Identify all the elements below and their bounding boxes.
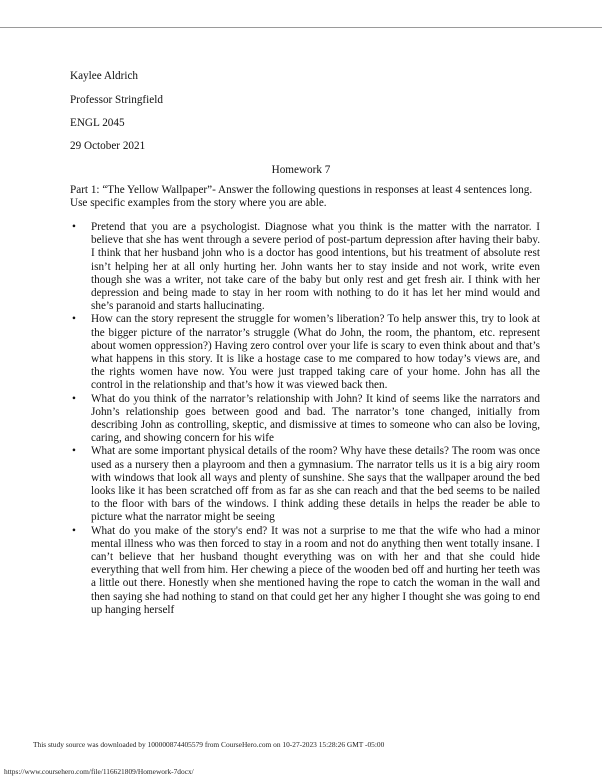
question-text: What do you think of the narrator’s relationship with John? It kind of seems like the narrators and John’s relationship goes between good and bad. The narrator’s tone changed, initially from describing John as controlling, skeptic, and dismissive at times to someone who can also be loving, caring, and showing concern for his wife	[91, 392, 540, 445]
download-notice: This study source was downloaded by 100000874405579 from CourseHero.com on 10-27-2023 15:28:26 GMT -05:00	[33, 740, 385, 749]
source-url[interactable]: https://www.coursehero.com/file/116621809/Homework-7docx/	[4, 767, 194, 776]
intro-paragraph: Part 1: “The Yellow Wallpaper”- Answer the following questions in responses at least 4 sentences long. Use specific examples from the story where you are able.	[70, 184, 533, 210]
bullet-icon: •	[72, 313, 76, 326]
question-item	[70, 313, 540, 392]
question-text: How can the story represent the struggle for women’s liberation? To help answer this, try to look at the bigger picture of the narrator’s struggle (What do John, the room, the phantom, etc. represent about women oppression?) Having zero control over your life is scary to even think about and that’s what happens in this story. It is like a hostage case to me compared to how today’s views are, and the rights women have now. You were just trapped taking care of your home. John has all the control in the relationship and that’s how it was viewed back then.	[91, 313, 540, 392]
professor-name: Professor Stringfield	[70, 94, 163, 106]
question-item	[70, 221, 540, 313]
question-item	[70, 393, 540, 446]
question-item	[70, 525, 540, 617]
bullet-icon: •	[72, 221, 76, 233]
top-divider	[0, 27, 602, 28]
bullet-icon: •	[72, 445, 76, 458]
question-list	[70, 221, 540, 617]
question-text: Pretend that you are a psychologist. Diagnose what you think is the matter with the narrator. I believe that she has went through a severe period of post-partum depression after having their baby. I think that her husband john who is a doctor has good intentions, but his treatment of absolute rest isn’t helping her at all only hurting her. John wants her to stay inside and not work, write even though she was a writer, not take care of the baby but only rest and get fresh air. I think with her depression and being made to stay in her room with nothing to do it has let her mind would and she’s paranoid and starts hallucinating.	[91, 221, 540, 313]
bullet-icon: •	[72, 524, 76, 537]
question-item	[70, 445, 540, 524]
question-text: What do you make of the story's end? It was not a surprise to me that the wife who had a minor mental illness who was then forced to stay in a room and not do anything then went totally insane. I can’t believe that her husband thought everything was on with her and that she could hide everything that well from him. Her chewing a piece of the wooden bed off and hurting her teeth was a little out there. Honestly when she mentioned having the rope to catch the woman in the wall and then saying she had nothing to stand on that could get her any higher I thought she was going to end up hanging herself	[91, 524, 540, 616]
student-name: Kaylee Aldrich	[70, 70, 139, 82]
question-text: What are some important physical details of the room? Why have these details? The room was once used as a nursery then a playroom and then a gymnasium. The narrator tells us it is a big airy room with windows that look all ways and plenty of sunshine. She says that the wallpaper around the bed looks like it has been scratched off from as far as she can reach and that the bed seems to be nailed to the floor with bars of the windows. I think adding these details in helps the reader be able to picture what the narrator might be seeing	[91, 445, 540, 524]
date: 29 October 2021	[70, 140, 146, 152]
bullet-icon: •	[72, 392, 76, 405]
course-code: ENGL 2045	[70, 117, 125, 129]
document-title: Homework 7	[271, 164, 331, 176]
